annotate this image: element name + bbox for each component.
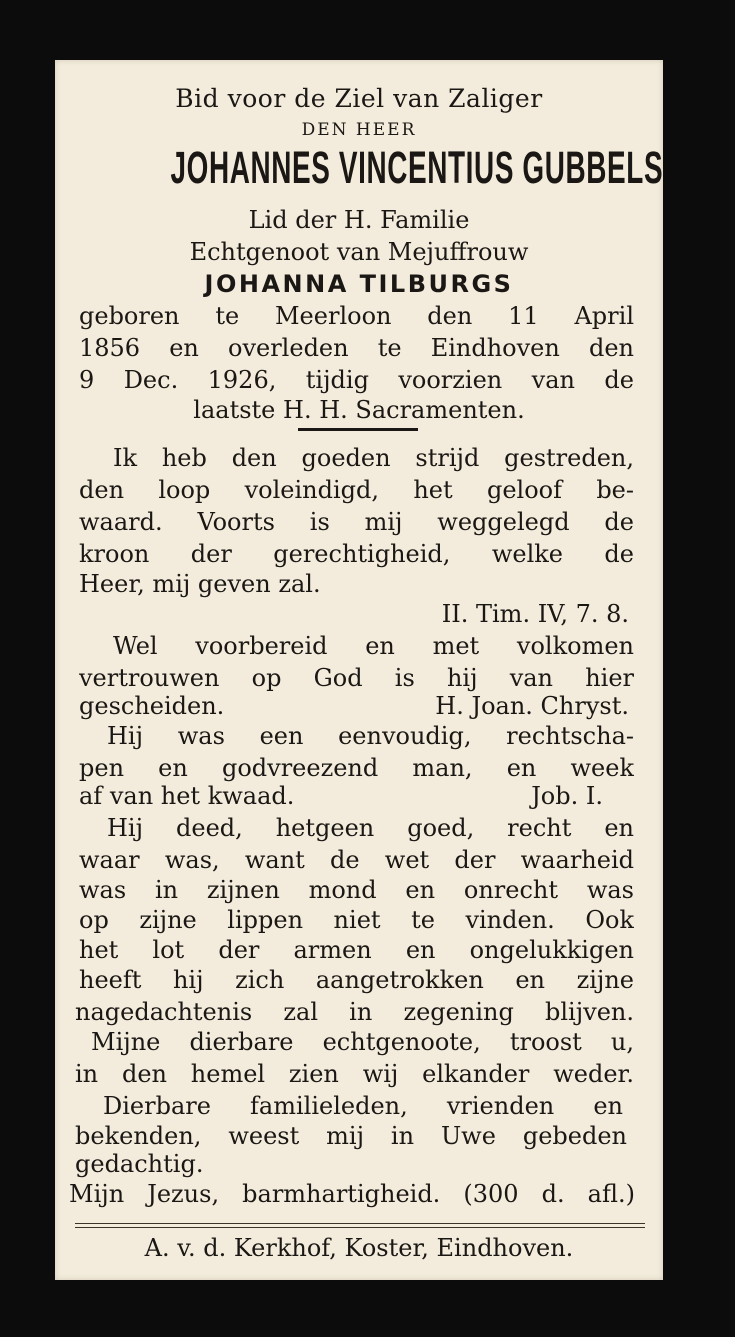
family-membership: Lid der H. Familie [248, 206, 470, 234]
verse-line: op zijne lippen niet te vinden. Ook [79, 906, 634, 934]
verse-line: Hij deed, hetgeen goed, recht en [107, 814, 634, 842]
deceased-name: JOHANNES VINCENTIUS GUBBELS [170, 142, 664, 193]
spouse-name: JOHANNA TILBURGS [204, 270, 514, 298]
prayer-heading: Bid voor de Ziel van Zaliger [175, 84, 543, 113]
verse-line: in den hemel zien wij elkander weder. [75, 1060, 634, 1088]
verse-line: af van het kwaad. [79, 782, 295, 810]
verse-line: bekenden, weest mij in Uwe gebeden [75, 1122, 627, 1150]
bio-line: geboren te Meerloon den 11 April [79, 302, 634, 330]
den-heer-label: DEN HEER [301, 120, 417, 140]
closing-invocation: Mijn Jezus, barmhartigheid. (300 d. afl.) [69, 1180, 635, 1208]
bio-line: 1856 en overleden te Eindhoven den [79, 334, 634, 362]
verse-line: was in zijnen mond en onrecht was [79, 876, 634, 904]
verse-line: Dierbare familieleden, vrienden en [103, 1092, 623, 1120]
footer-divider [75, 1223, 645, 1224]
bio-line: laatste H. H. Sacramenten. [193, 396, 525, 424]
spouse-intro: Echtgenoot van Mejuffrouw [189, 238, 529, 266]
verse-line: gedachtig. [75, 1150, 204, 1178]
verse-line: kroon der gerechtigheid, welke de [79, 540, 634, 568]
verse-line: het lot der armen en ongelukkigen [79, 936, 634, 964]
verse-line: Heer, mij geven zal. [79, 570, 321, 598]
verse-line: Wel voorbereid en met volkomen [113, 632, 634, 660]
scripture-reference: H. Joan. Chryst. [435, 692, 629, 720]
verse-line: den loop voleindigd, het geloof be- [79, 476, 634, 504]
footer-divider [75, 1227, 645, 1228]
verse-line: Hij was een eenvoudig, rechtscha- [107, 722, 634, 750]
verse-line: nagedachtenis zal in zegening blijven. [75, 998, 634, 1026]
verse-line: Ik heb den goeden strijd gestreden, [113, 444, 634, 472]
verse-line: waar was, want de wet der waarheid [79, 846, 634, 874]
memorial-card [55, 60, 663, 1280]
divider [298, 428, 418, 431]
verse-line: gescheiden. [79, 692, 225, 720]
printer-credit: A. v. d. Kerkhof, Koster, Eindhoven. [144, 1234, 574, 1262]
verse-line: waard. Voorts is mij weggelegd de [79, 508, 634, 536]
scripture-reference: II. Tim. IV, 7. 8. [441, 600, 629, 628]
bio-line: 9 Dec. 1926, tijdig voorzien van de [79, 366, 634, 394]
verse-line: vertrouwen op God is hij van hier [79, 664, 634, 692]
verse-line: Mijne dierbare echtgenoote, troost u, [91, 1028, 634, 1056]
verse-line: heeft hij zich aangetrokken en zijne [79, 966, 634, 994]
scripture-reference: Job. I. [531, 782, 603, 810]
verse-line: pen en godvreezend man, en week [79, 754, 634, 782]
